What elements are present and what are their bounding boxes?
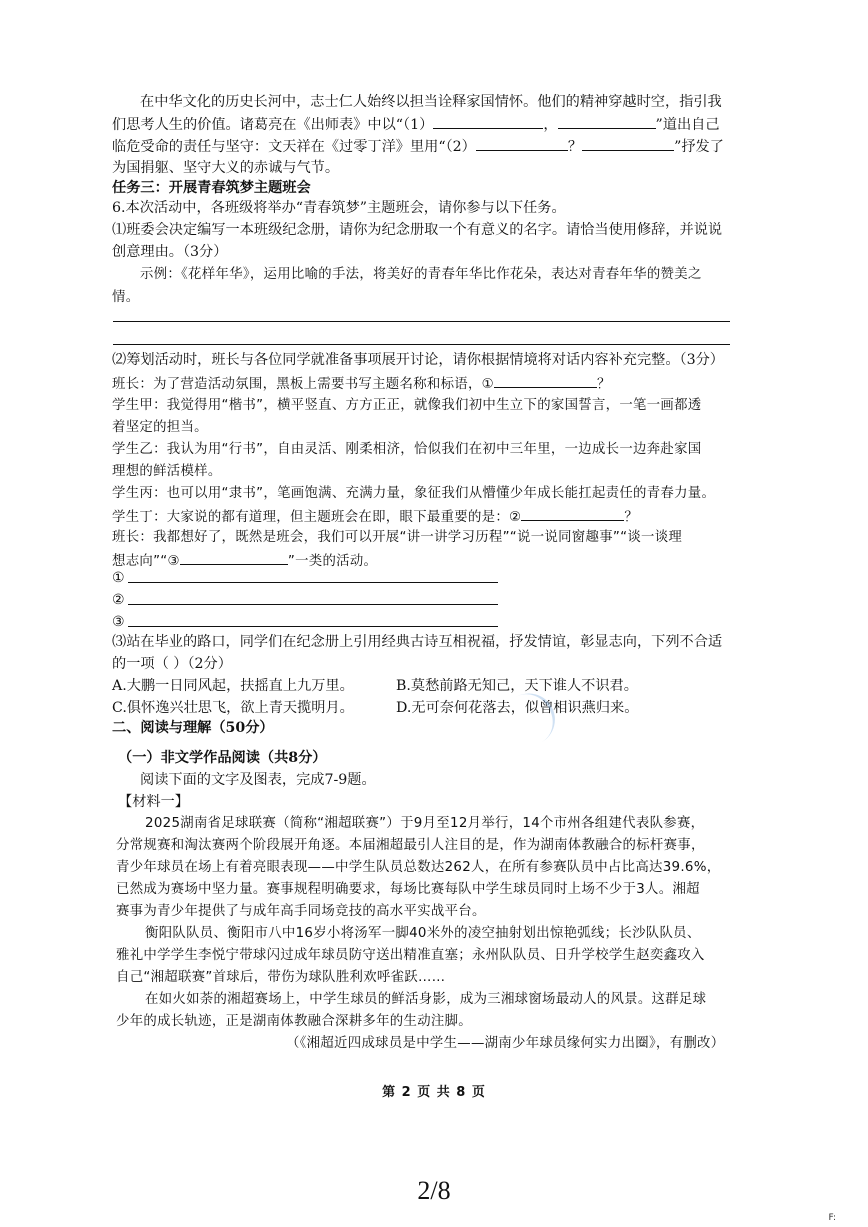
intro-line-1: 在中华文化的历史长河中，志士仁人始终以担当诠释家国情怀。他们的精神穿越时空，指引我 xyxy=(140,94,722,110)
option-d[interactable]: D.无可奈何花落去，似曾相识燕归来。 xyxy=(396,700,639,716)
dialogue-monitor-1-end: ？ xyxy=(596,377,611,392)
dialogue-monitor-2-2b: ”一类的活动。 xyxy=(287,554,378,569)
q6-intro: 6.本次活动中，各班级将举办“青春筑梦”主题班会，请你参与以下任务。 xyxy=(112,200,566,216)
intro-line-2-c: ”道出自己 xyxy=(655,117,720,133)
article-p1-l3: 青少年球员在场上有着亮眼表现——中学生队员总数达262人，在所有参赛队员中占比高达39.6%， xyxy=(116,860,721,875)
option-c[interactable]: C.俱怀逸兴壮思飞，欲上青天揽明月。 xyxy=(112,700,354,716)
dialogue-line xyxy=(112,506,752,528)
q6-1-example-1: 示例：《花样年华》，运用比喻的手法，将美好的青春年华比作花朵，表达对青春年华的赞美之 xyxy=(140,267,702,282)
page-footer: 第 2 页 共 8 页 xyxy=(382,1085,486,1100)
answer-line-1[interactable] xyxy=(128,582,498,583)
dialogue-student-b-1: 学生乙：我认为用“行书”，自由灵活、刚柔相济，恰似我们在初中三年里，一边成长一边奔赴家国 xyxy=(112,442,702,457)
intro-line-4: 为国捐躯、坚守大义的赤诚与气节。 xyxy=(112,160,340,176)
article-p1-l1: 2025湖南省足球联赛（简称“湘超联赛”）于9月至12月举行，14个市州各组建代表队参赛， xyxy=(145,816,705,831)
intro-line-3-a: 临危受命的责任与坚守：文天祥在《过零丁洋》里用“（2） xyxy=(112,139,476,155)
part-1-heading: （一）非文学作品阅读（共8分） xyxy=(118,750,327,766)
dialogue-student-a-1: 学生甲：我觉得用“楷书”，横平竖直、方方正正，就像我们初中生立下的家国誓言，一笔一画都透 xyxy=(112,398,702,413)
q6-3-line-2: 的一项（ ）（2分） xyxy=(112,656,232,672)
dialogue-line xyxy=(112,373,752,395)
article-p1-l4: 已然成为赛场中坚力量。赛事规程明确要求，每场比赛每队中学生球员同时上场不少于3人。湘超 xyxy=(116,882,700,897)
dialogue-monitor-2-2a: 想志向”“③ xyxy=(112,554,180,569)
blank-dialogue-3[interactable] xyxy=(180,550,288,565)
q6-3-line-1: ⑶站在毕业的路口，同学们在纪念册上引用经典古诗互相祝福，抒发情谊，彰显志向，下列不合适 xyxy=(112,634,723,650)
material-1-label: 【材料一】 xyxy=(118,794,189,810)
article-p1-l2: 分常规赛和淘汰赛两个阶段展开角逐。本届湘超最引人注目的是，作为湖南体教融合的标杆赛事， xyxy=(116,838,705,853)
answer-line-2[interactable] xyxy=(128,604,498,605)
dialogue-student-d: 学生丁：大家说的都有道理，但主题班会在即，眼下最重要的是：② xyxy=(112,510,522,525)
corner-mark: F: xyxy=(828,1213,836,1223)
section-2-heading: 二、阅读与理解（50分） xyxy=(112,720,274,736)
answer-rule[interactable] xyxy=(113,321,730,322)
article-p3-l1: 在如火如荼的湘超赛场上，中学生球员的鲜活身影，成为三湘球窗场最动人的风景。这群足球 xyxy=(145,992,707,1007)
article-source: （《湘超近四成球员是中学生——湖南少年球员缘何实力出圈》，有删改） xyxy=(286,1036,725,1051)
q6-2-prompt: ⑵筹划活动时，班长与各位同学就准备事项展开讨论，请你根据情境将对话内容补充完整。（3分） xyxy=(112,352,724,368)
article-p3-l2: 少年的成长轨迹，正是湖南体教融合深耕多年的生动注脚。 xyxy=(116,1014,472,1029)
article-p2-l3: 自己“湘超联赛”首球后，带伤为球队胜利欢呼雀跃…… xyxy=(116,970,446,985)
dialogue-student-b-2: 理想的鲜活模样。 xyxy=(112,464,222,479)
intro-line-3 xyxy=(112,136,752,157)
intro-line-3-b: ？ xyxy=(567,139,583,155)
intro-line-2-a: 们思考人生的价值。诸葛亮在《出师表》中以“（1） xyxy=(112,117,434,133)
page-number: 2/8 xyxy=(417,1176,451,1205)
dialogue-student-c: 学生丙：也可以用“隶书”，笔画饱满、充满力量，象征我们从懵懂少年成长能扛起责任的青春力量。 xyxy=(112,486,716,501)
q6-1-example-2: 情。 xyxy=(112,290,140,305)
answer-line-3[interactable] xyxy=(128,626,498,627)
q6-1-line-1: ⑴班委会决定编写一本班级纪念册，请你为纪念册取一个有意义的名字。请恰当使用修辞，并说说 xyxy=(112,222,723,238)
blank-2a[interactable] xyxy=(476,136,568,151)
dialogue-monitor-1: 班长：为了营造活动氛围，黑板上需要书写主题名称和标语，① xyxy=(112,377,494,392)
blank-dialogue-1[interactable] xyxy=(494,373,597,388)
part-1-instruction: 阅读下面的文字及图表，完成7-9题。 xyxy=(140,772,376,788)
blank-1b[interactable] xyxy=(558,114,656,129)
dialogue-student-d-end: ？ xyxy=(624,510,639,525)
task3-heading: 任务三：开展青春筑梦主题班会 xyxy=(112,180,311,196)
option-a[interactable]: A.大鹏一日同风起，扶摇直上九万里。 xyxy=(112,678,354,694)
article-p2-l1: 衡阳队队员、衡阳市八中16岁小将汤军一脚40米外的凌空抽射划出惊艳弧线；长沙队队员、 xyxy=(145,926,701,941)
answer-label-3: ③ xyxy=(112,614,125,630)
dialogue-monitor-2-1: 班长：我都想好了，既然是班会，我们可以开展“讲一讲学习历程”“说一说同窗趣事”“谈一谈理 xyxy=(112,530,683,545)
intro-line-2-b: ， xyxy=(543,117,558,133)
article-p1-l5: 赛事为青少年提供了与成年高手同场竞技的高水平实战平台。 xyxy=(116,904,486,919)
answer-label-1: ① xyxy=(112,570,125,586)
intro-line-3-c: ”抒发了 xyxy=(674,139,724,155)
blank-1a[interactable] xyxy=(433,114,543,129)
q6-1-line-2: 创意理由。（3分） xyxy=(112,244,228,260)
dialogue-student-a-2: 着坚定的担当。 xyxy=(112,420,208,435)
answer-label-2: ② xyxy=(112,592,125,608)
article-p2-l2: 雅礼中学学生李悦宁带球闪过成年球员防守送出精准直塞；永州队队员、日升学校学生赵奕鑫攻入 xyxy=(116,948,705,963)
blank-2b[interactable] xyxy=(582,136,674,151)
answer-rule[interactable] xyxy=(113,344,730,345)
option-b[interactable]: B.莫愁前路无知己，天下谁人不识君。 xyxy=(396,678,638,694)
blank-dialogue-2[interactable] xyxy=(521,506,624,521)
intro-line-2 xyxy=(112,114,752,135)
